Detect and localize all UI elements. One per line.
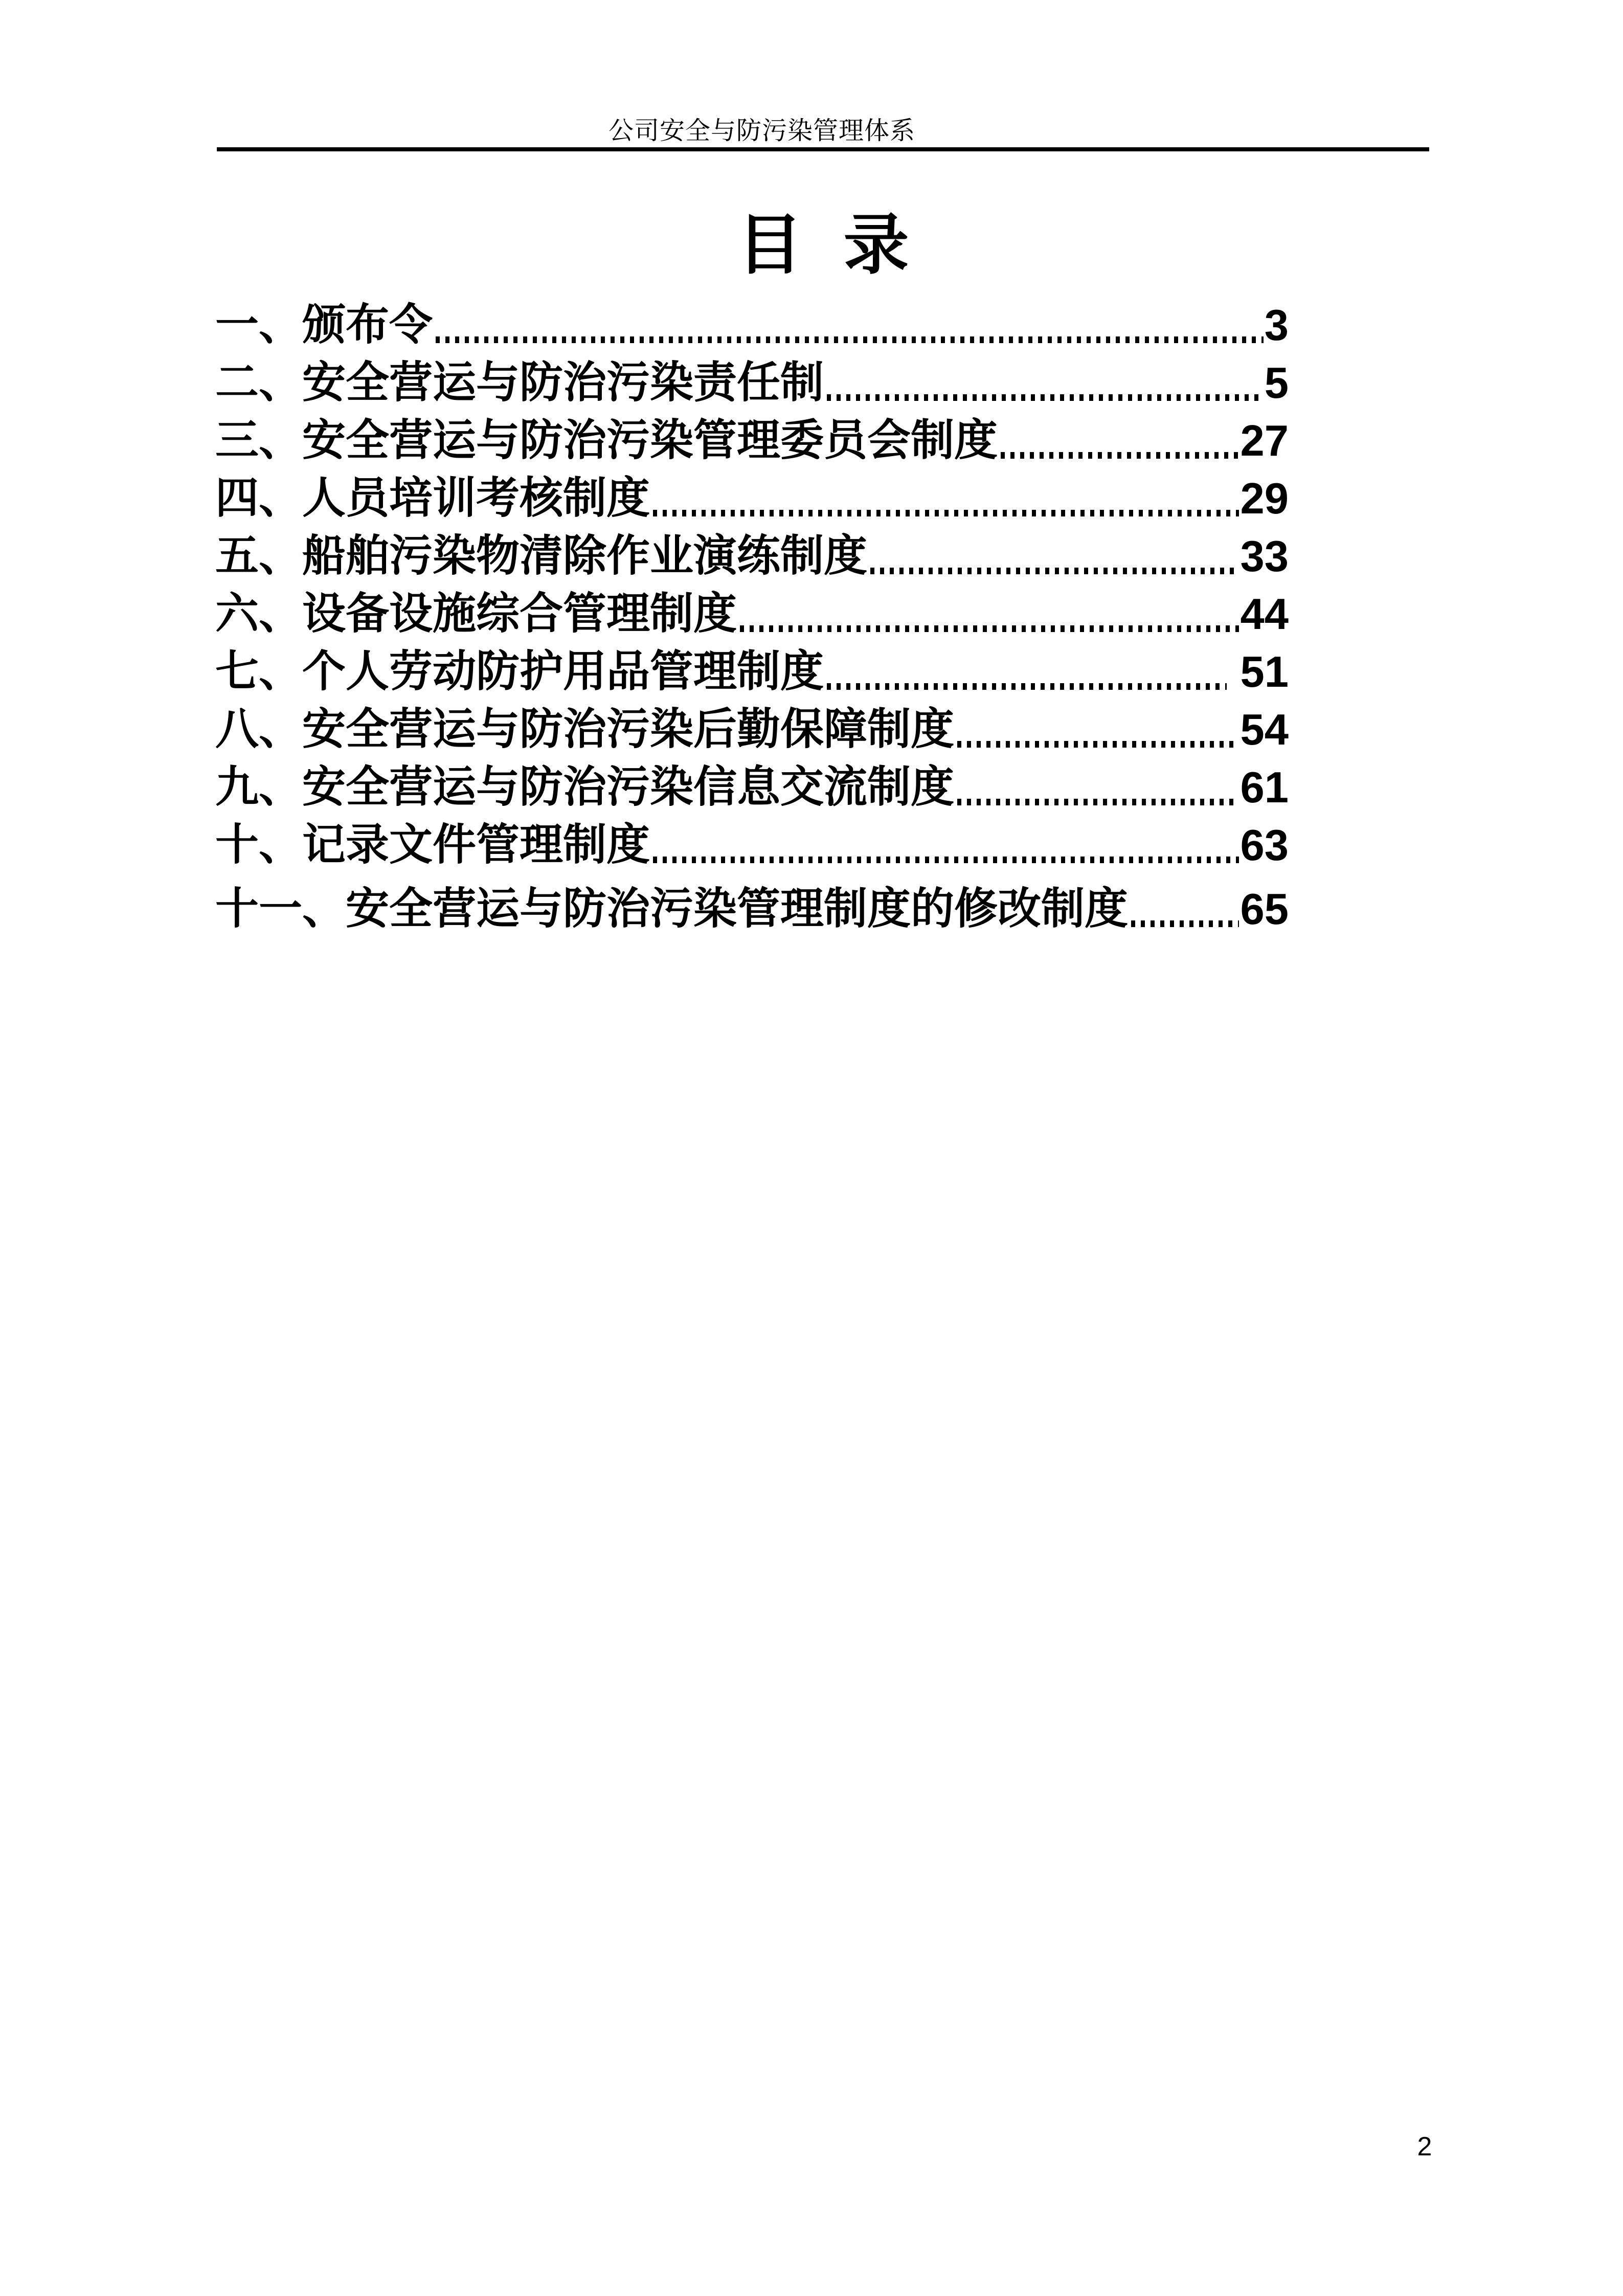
dot-leader bbox=[957, 799, 1239, 805]
dot-leader bbox=[957, 741, 1239, 748]
dot-leader bbox=[827, 394, 1264, 401]
toc-page-number: 54 bbox=[1240, 706, 1289, 754]
toc-entry-5[interactable] bbox=[215, 528, 1289, 586]
header-title: 公司安全与防污染管理体系 bbox=[608, 117, 915, 145]
toc-entry-1[interactable] bbox=[215, 297, 1289, 354]
toc-entry-label: 八、安全营运与防治污染后勤保障制度 bbox=[215, 706, 955, 754]
toc-entry-label: 二、安全营运与防治污染责任制 bbox=[215, 359, 824, 407]
toc-page-number: 33 bbox=[1240, 532, 1289, 581]
toc-entry-label: 九、安全营运与防治污染信息交流制度 bbox=[215, 763, 955, 812]
toc-entry-label: 七、个人劳动防护用品管理制度 bbox=[215, 648, 824, 696]
dot-leader bbox=[870, 568, 1239, 574]
toc-entry-label: 一、颁布令 bbox=[215, 301, 433, 349]
toc-entry-2[interactable] bbox=[215, 354, 1289, 412]
toc-entry-10[interactable] bbox=[215, 817, 1289, 874]
page-title: 目 录 bbox=[737, 209, 909, 282]
dot-leader bbox=[653, 857, 1239, 863]
toc-entry-8[interactable] bbox=[215, 701, 1289, 759]
toc-page-number: 44 bbox=[1240, 590, 1289, 639]
toc-page-number: 63 bbox=[1240, 821, 1289, 870]
dot-leader bbox=[1131, 920, 1239, 927]
toc-page-number: 51 bbox=[1240, 648, 1289, 696]
toc-entry-7[interactable] bbox=[215, 643, 1289, 701]
toc-page-number: 5 bbox=[1264, 359, 1289, 408]
toc-entry-4[interactable] bbox=[215, 470, 1289, 528]
toc-page-number: 29 bbox=[1240, 475, 1289, 523]
header-rule-divider bbox=[217, 147, 1429, 151]
toc-entry-6[interactable] bbox=[215, 586, 1289, 643]
toc-entry-label: 六、设备设施综合管理制度 bbox=[215, 590, 737, 638]
toc-entry-label: 十一、安全营运与防治污染管理制度的修改制度 bbox=[215, 885, 1129, 933]
toc-entry-9[interactable] bbox=[215, 759, 1289, 817]
toc-entry-label: 四、人员培训考核制度 bbox=[215, 475, 650, 523]
toc-entry-label: 十、记录文件管理制度 bbox=[215, 821, 650, 869]
dot-leader bbox=[653, 510, 1239, 516]
toc-page-number: 27 bbox=[1240, 417, 1289, 465]
toc-entry-11[interactable] bbox=[215, 881, 1289, 938]
toc-entry-label: 五、船舶污染物清除作业演练制度 bbox=[215, 532, 868, 580]
dot-leader bbox=[436, 336, 1264, 343]
dot-leader bbox=[740, 625, 1239, 632]
toc-page-number: 3 bbox=[1264, 301, 1289, 350]
toc-list bbox=[215, 297, 1289, 938]
footer-page-number: 2 bbox=[1417, 2132, 1432, 2162]
dot-leader bbox=[827, 683, 1227, 690]
dot-leader bbox=[1001, 452, 1239, 459]
toc-entry-3[interactable] bbox=[215, 412, 1289, 470]
toc-entry-label: 三、安全营运与防治污染管理委员会制度 bbox=[215, 417, 998, 465]
toc-page-number: 65 bbox=[1240, 885, 1289, 934]
toc-page-number: 61 bbox=[1240, 763, 1289, 812]
